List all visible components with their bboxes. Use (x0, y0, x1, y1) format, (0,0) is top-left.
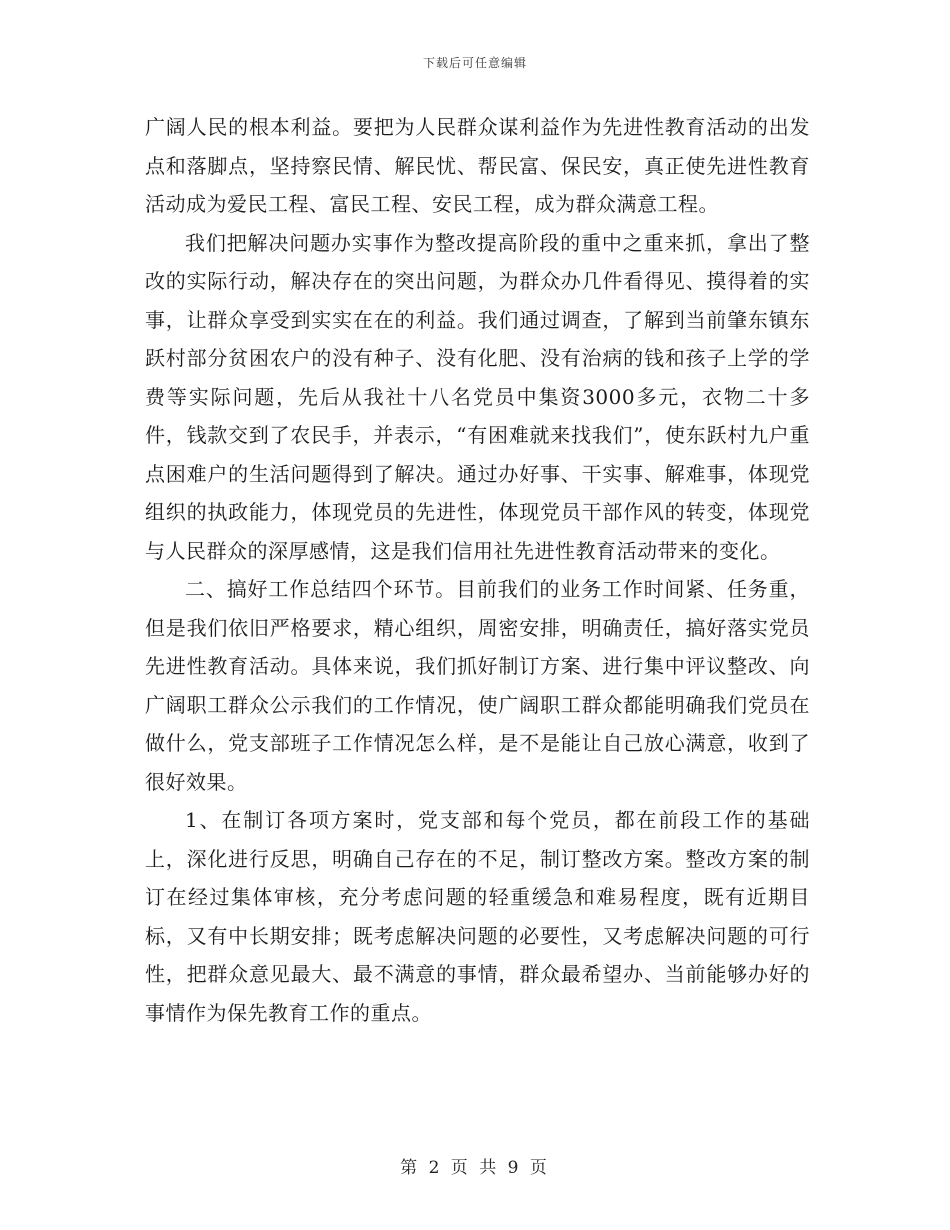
page-header: 下载后可任意编辑 (422, 56, 527, 70)
paragraph: 我们把解决问题办实事作为整改提高阶段的重中之重来抓，拿出了整改的实际行动，解决存在的突出问题，为群众办几件看得见、摸得着的实事，让群众享受到实实在在的利益。我们通过调查，了解到当前肇东镇东跃村部分贫困农户的没有种子、没有化肥、没有治病的钱和孩子上学的学费等实际问题，先后从我社十八名党员中集资3000多元，衣物二十多件，钱款交到了农民手，并表示，“有困难就来找我们”，使东跃村九户重点困难户的生活问题得到了解决。通过办好事、干实事、解难事，体现党组织的执政能力，体现党员的先进性，体现党员干部作风的转变，体现党与人民群众的深厚感情，这是我们信用社先进性教育活动带来的变化。 (145, 230, 810, 563)
paragraph: 二、搞好工作总结四个环节。目前我们的业务工作时间紧、任务重，但是我们依旧严格要求，精心组织，周密安排，明确责任，搞好落实党员先进性教育活动。具体来说，我们抓好制订方案、进行集中评议整改、向广阔职工群众公示我们的工作情况，使广阔职工群众都能明确我们党员在做什么，党支部班子工作情况怎么样，是不是能让自己放心满意，收到了很好效果。 (145, 577, 810, 794)
document-body (145, 108, 810, 1032)
paragraph-continued: 广阔人民的根本利益。要把为人民群众谋利益作为先进性教育活动的出发点和落脚点，坚持察民情、解民忧、帮民富、保民安，真正使先进性教育活动成为爱民工程、富民工程、安民工程，成为群众满意工程。 (145, 115, 810, 216)
page-footer: 第 2 页 共 9 页 (400, 1158, 550, 1178)
paragraph: 1、在制订各项方案时，党支部和每个党员，都在前段工作的基础上，深化进行反思，明确自己存在的不足，制订整改方案。整改方案的制订在经过集体审核，充分考虑问题的轻重缓急和难易程度，既有近期目标，又有中长期安排；既考虑解决问题的必要性，又考虑解决问题的可行性，把群众意见最大、最不满意的事情，群众最希望办、当前能够办好的事情作为保先教育工作的重点。 (145, 808, 810, 1025)
